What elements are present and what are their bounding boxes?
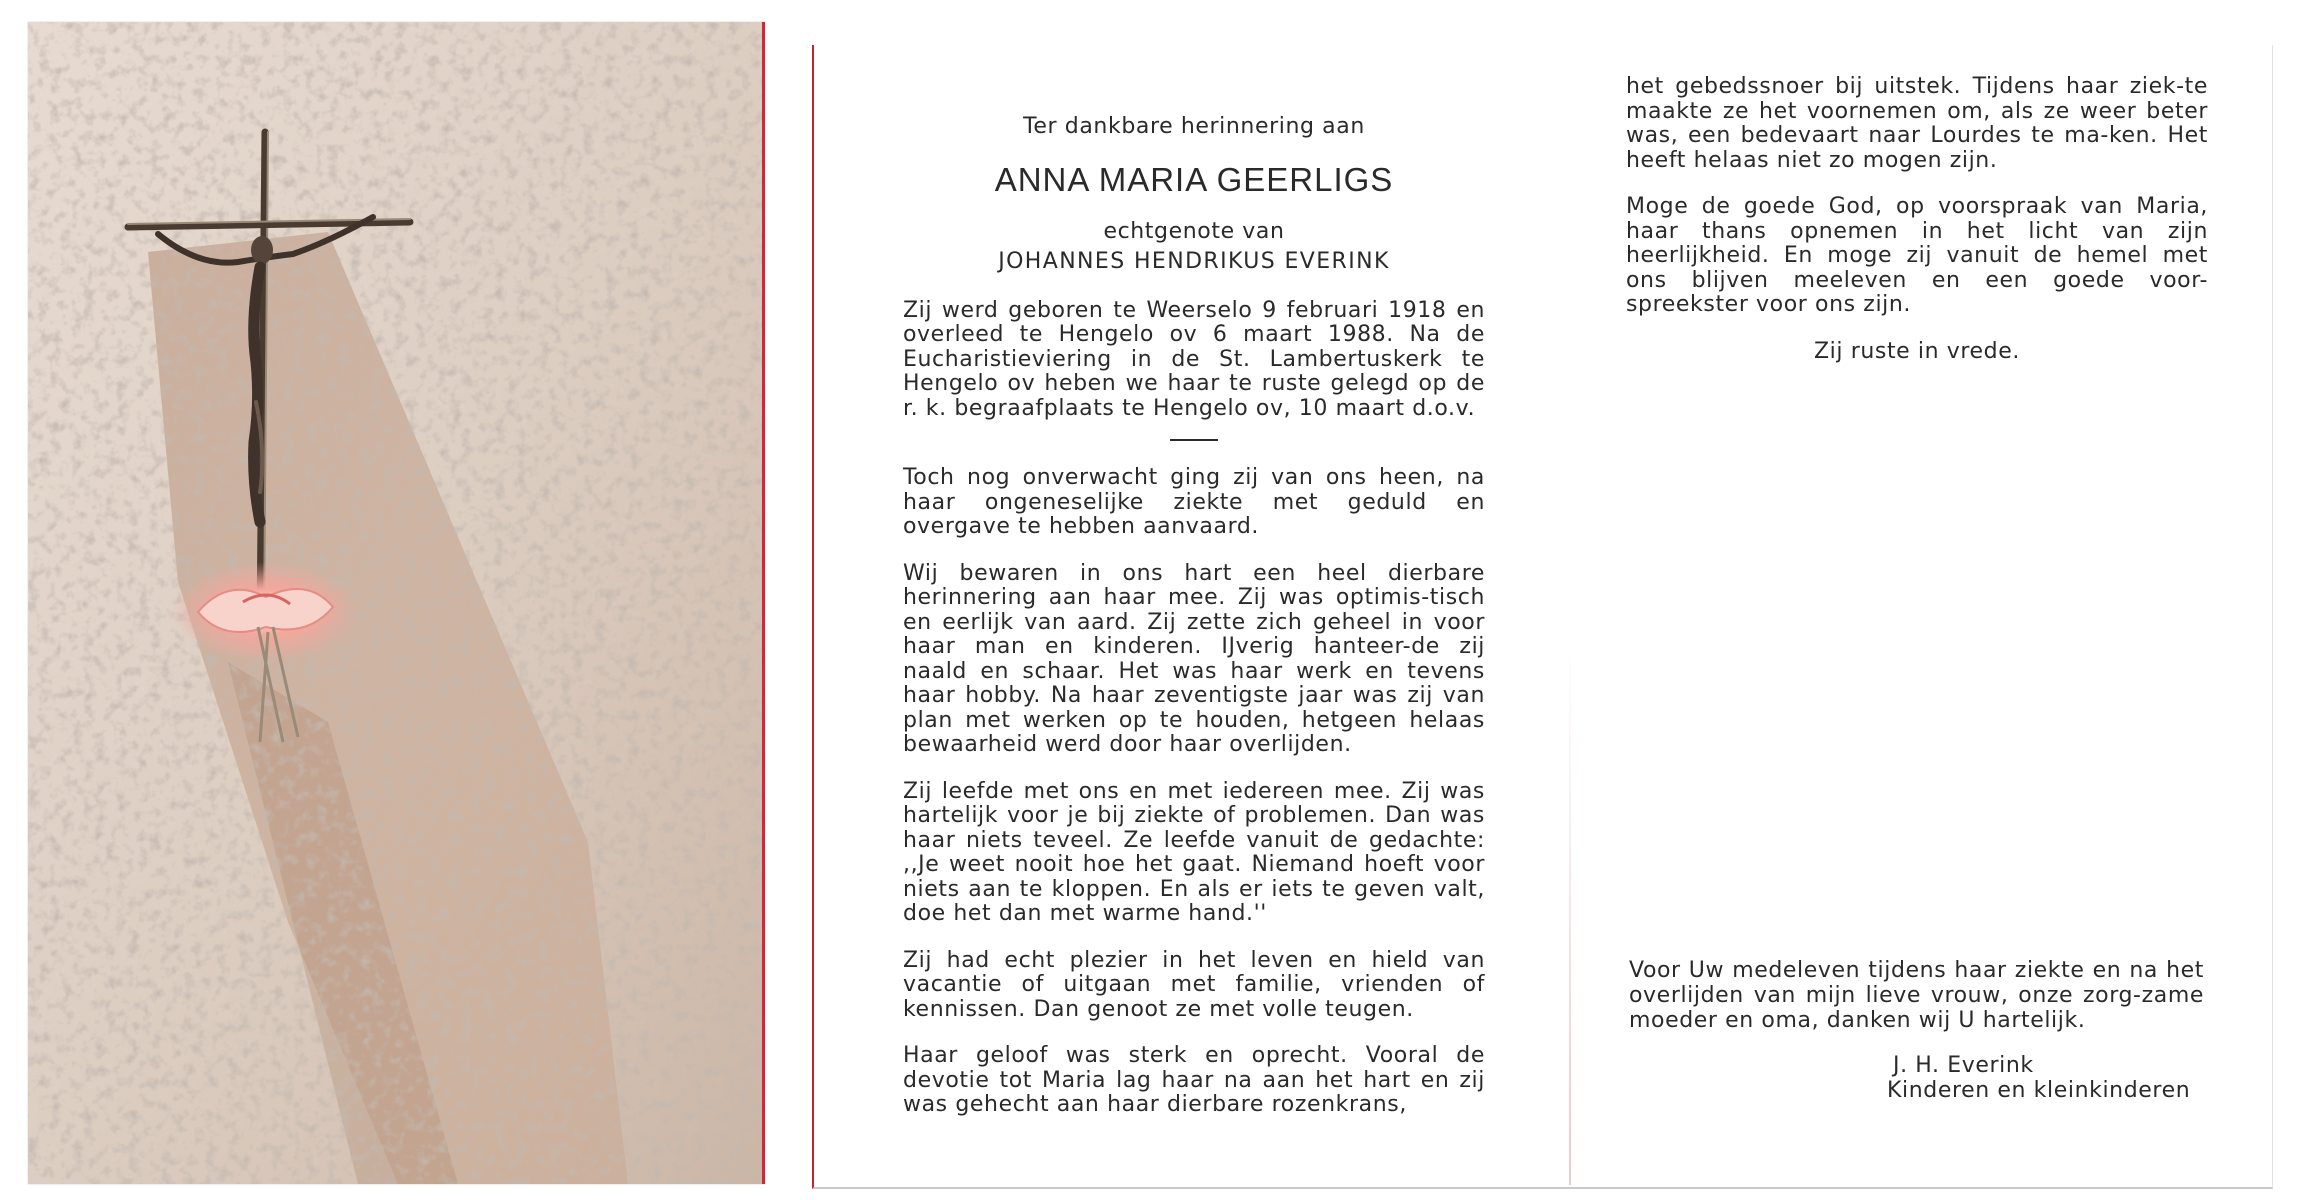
body-paragraph-1: Toch nog onverwacht ging zij van ons heen, na haar ongeneselijke ziekte met geduld en overgave te hebben aanvaard.	[903, 465, 1485, 539]
body-paragraph-6: het gebedssnoer bij uitstek. Tijdens haar ziek-te maakte ze het voornemen om, als ze weer beter was, een bedevaart naar Lourdes te ma-ken. Het heeft helaas niet zo mogen zijn.	[1626, 74, 2208, 173]
intro-line: Ter dankbare herinnering aan	[1023, 114, 1365, 139]
body-paragraph-5: Haar geloof was sterk en oprecht. Vooral de devotie tot Maria lag haar na aan het hart en zij was gehecht aan haar dierbare rozenkrans,	[903, 1043, 1485, 1117]
body-paragraph-4: Zij had echt plezier in het leven en hield van vacantie of uitgaan met familie, vrienden of kennissen. Dan genoot ze met volle teugen.	[903, 947, 1485, 1022]
divider	[1170, 439, 1218, 441]
text-panel	[812, 45, 2273, 1189]
signature-name: J. H. Everink	[1893, 1053, 2034, 1078]
right-text-column	[1626, 45, 2208, 364]
photo-panel	[28, 22, 765, 1184]
left-text-column	[903, 45, 1485, 1118]
signature-block	[1887, 1053, 2227, 1103]
body-paragraph-7: Moge de goede God, op voorspraak van Maria, haar thans opnemen in het licht van zijn heerlijkheid. En moge zij vanuit de hemel met ons blijven meeleven en een goede voor-spreekster voor ons zijn.	[1626, 194, 2208, 317]
spouse-intro: echtgenote van	[1103, 218, 1285, 244]
card-fold	[1569, 645, 1571, 1185]
dates-paragraph: Zij werd geboren te Weerselo 9 februari 1918 en overleed te Hengelo ov 6 maart 1988. Na de Eucharistieviering in de St. Lambertuskerk te Hengelo ov heben we haar te ruste gelegd op de r. k. begraafplaats te Hengelo ov, 10 maart d.o.v.	[903, 297, 1485, 421]
closing-line: Zij ruste in vrede.	[1814, 338, 2020, 364]
body-paragraph-3: Zij leefde met ons en met iedereen mee. Zij was hartelijk voor je bij ziekte of problemen. Dan was haar niets teveel. Ze leefde vanuit de gedachte: ,,Je weet nooit hoe het gaat. Niemand hoeft voor niets aan te kloppen. En als er iets te geven valt, doe het dan met warme hand.''	[903, 778, 1485, 926]
spouse-name: JOHANNES HENDRIKUS EVERINK	[998, 249, 1390, 274]
signature-family: Kinderen en kleinkinderen	[1887, 1078, 2191, 1103]
thanks-paragraph: Voor Uw medeleven tijdens haar ziekte en na het overlijden van mijn lieve vrouw, onze zorg-zame moeder en oma, danken wij U hartelijk.	[1629, 958, 2204, 1033]
crucifix-photo	[28, 22, 762, 1184]
body-paragraph-2: Wij bewaren in ons hart een heel dierbare herinnering aan haar mee. Zij was optimis-tisch en eerlijk van aard. Zij zette zich geheel in voor haar man en kinderen. IJverig hanteer-de zij naald en schaar. Het was haar werk en tevens haar hobby. Na haar zeventigste jaar was zij van plan met werken op te houden, hetgeen helaas bewaarheid werd door haar overlijden.	[903, 560, 1485, 757]
deceased-name: ANNA MARIA GEERLIGS	[994, 160, 1394, 198]
